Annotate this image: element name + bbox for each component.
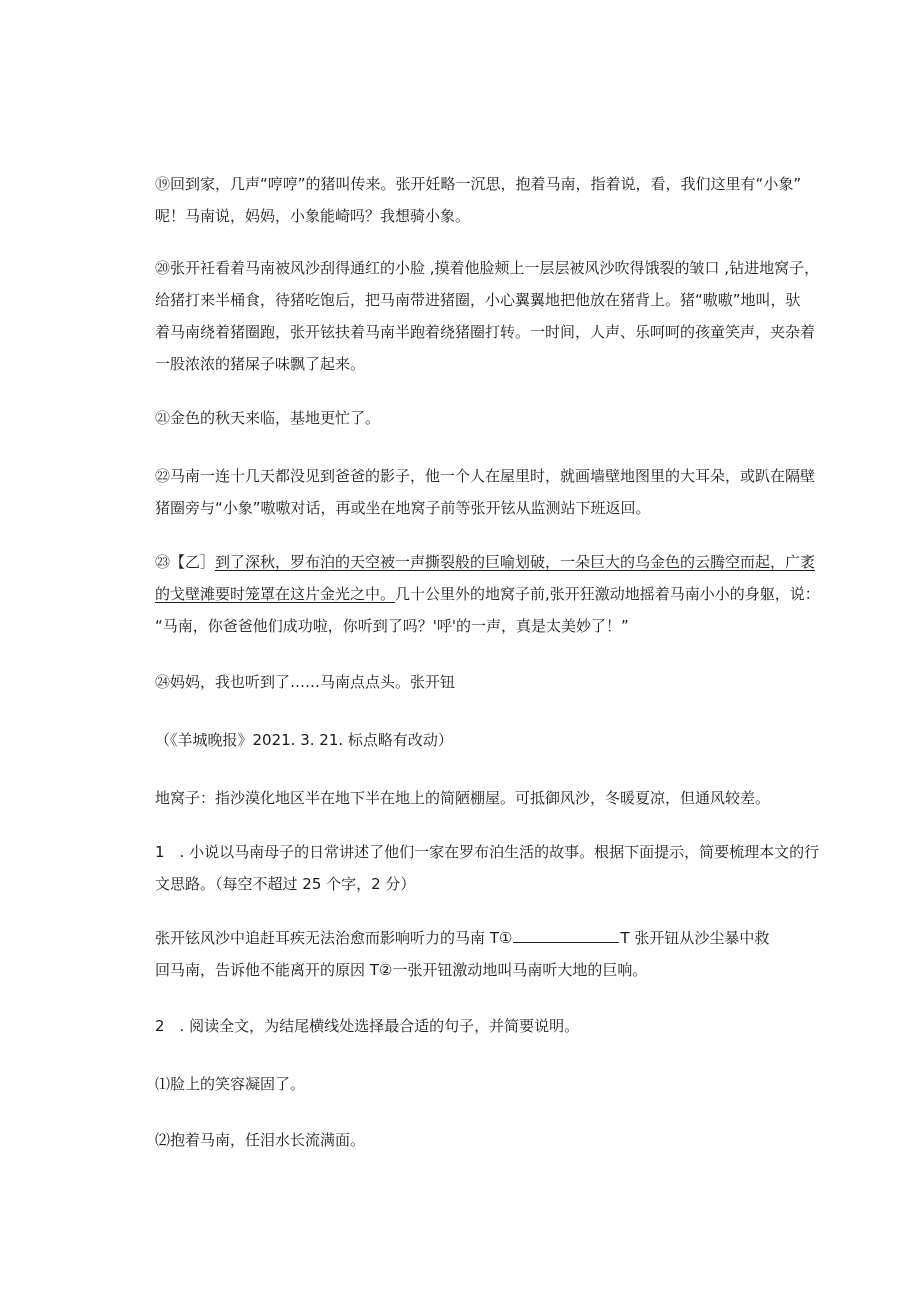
paragraph-24 xyxy=(155,666,775,698)
flow-text: T 张开钮从沙尘暴中救 xyxy=(620,929,770,947)
question-1-flow xyxy=(155,922,775,986)
paragraph-line: “马南，你爸爸他们成功啦，你听到了吗？'呼'的一声，真是太美妙了！” xyxy=(155,617,629,635)
paragraph-21 xyxy=(155,402,775,434)
question-2-option-1 xyxy=(155,1068,775,1100)
flow-text: 张开铉风沙中追赶耳疾无法治愈而影响听力的马南 T① xyxy=(155,929,513,947)
paragraph-line: ⑲回到家，几声“哼哼”的猪叫传来。张开妊略一沉思，抱着马南，指着说，看，我们这里有“小象” xyxy=(155,175,802,193)
question-line: 2 . 阅读全文，为结尾横线处选择最合适的句子，并简要说明。 xyxy=(155,1017,580,1035)
paragraph-19 xyxy=(155,168,802,232)
paragraph-text: 几十公里外的地窝子前,张开狂激动地摇着马南小小的身躯，说： xyxy=(395,585,820,603)
underlined-sentence: 的戈壁滩要时笼罩在这片金光之中。 xyxy=(155,585,396,603)
paragraph-line: ㉒马南一连十几天都没见到爸爸的影子，他一个人在屋里时，就画墙壁地图里的大耳朵，或趴在隔壁 xyxy=(155,467,816,485)
paragraph-line: ㉑金色的秋天来临，基地更忙了。 xyxy=(155,409,381,427)
question-2-option-2 xyxy=(155,1124,775,1156)
passage-marker: ㉓【乙］ xyxy=(155,553,216,571)
paragraph-line xyxy=(155,546,816,578)
question-line: 1 . 小说以马南母子的日常讲述了他们一家在罗布泊生活的故事。根据下面提示，简要梳理本文的行 xyxy=(155,843,820,861)
paragraph-line xyxy=(155,578,820,610)
question-1 xyxy=(155,836,820,900)
paragraph-20 xyxy=(155,252,820,380)
answer-blank-1[interactable] xyxy=(513,928,619,943)
paragraph-line: （《羊城晚报》2021. 3. 21. 标点略有改动） xyxy=(155,731,453,749)
option-text: ⑵抱着马南，任泪水长流满面。 xyxy=(155,1131,366,1149)
paragraph-line: ⑳张开衽看着马南被风沙刮得通红的小脸 ,摸着他脸颊上一层层被风沙吹得饿裂的皱口 ,钻进地窝子， xyxy=(155,259,820,277)
option-text: ⑴脸上的笑容凝固了。 xyxy=(155,1075,306,1093)
paragraph-line: 着马南绕着猪圈跑，张开铉扶着马南半跑着绕猪圈打转。一时间，人声、乐呵呵的孩童笑声，夹杂着 xyxy=(155,323,816,341)
paragraph-line: ㉔妈妈，我也听到了……马南点点头。张开钮 xyxy=(155,673,456,691)
underlined-sentence: 到了深秋，罗布泊的天空被一声撕裂般的巨喻划破，一朵巨大的乌金色的云腾空而起，广袤 xyxy=(215,553,816,571)
flow-line xyxy=(155,922,775,954)
paragraph-22 xyxy=(155,460,816,524)
paragraph-line: 一股浓浓的猪屎子味飘了起来。 xyxy=(155,355,366,373)
paragraph-line: 地窝子：指沙漠化地区半在地下半在地上的简陋棚屋。可抵御风沙，冬暖夏凉，但通风较差。 xyxy=(155,789,771,807)
flow-line: 回马南，告诉他不能离开的原因 T②一张开钮激动地叫马南听大地的巨响。 xyxy=(155,961,648,979)
source-citation xyxy=(155,724,775,756)
paragraph-line: 猪圈旁与“小象”嗷嗷对话，再或坐在地窝子前等张开铉从监测站下班返回。 xyxy=(155,499,651,517)
annotation-note xyxy=(155,782,775,814)
paragraph-line: 给猪打来半桶食，待猪吃饱后，把马南带进猪圈，小心翼翼地把他放在猪背上。猪“嗷嗷”地叫，驮 xyxy=(155,291,801,309)
paragraph-line: 呢！马南说，妈妈，小象能崎吗？我想骑小象。 xyxy=(155,207,471,225)
paragraph-23 xyxy=(155,546,820,642)
question-line: 文思路。（每空不超过 25 个字，2 分） xyxy=(155,875,416,893)
question-2 xyxy=(155,1010,775,1042)
